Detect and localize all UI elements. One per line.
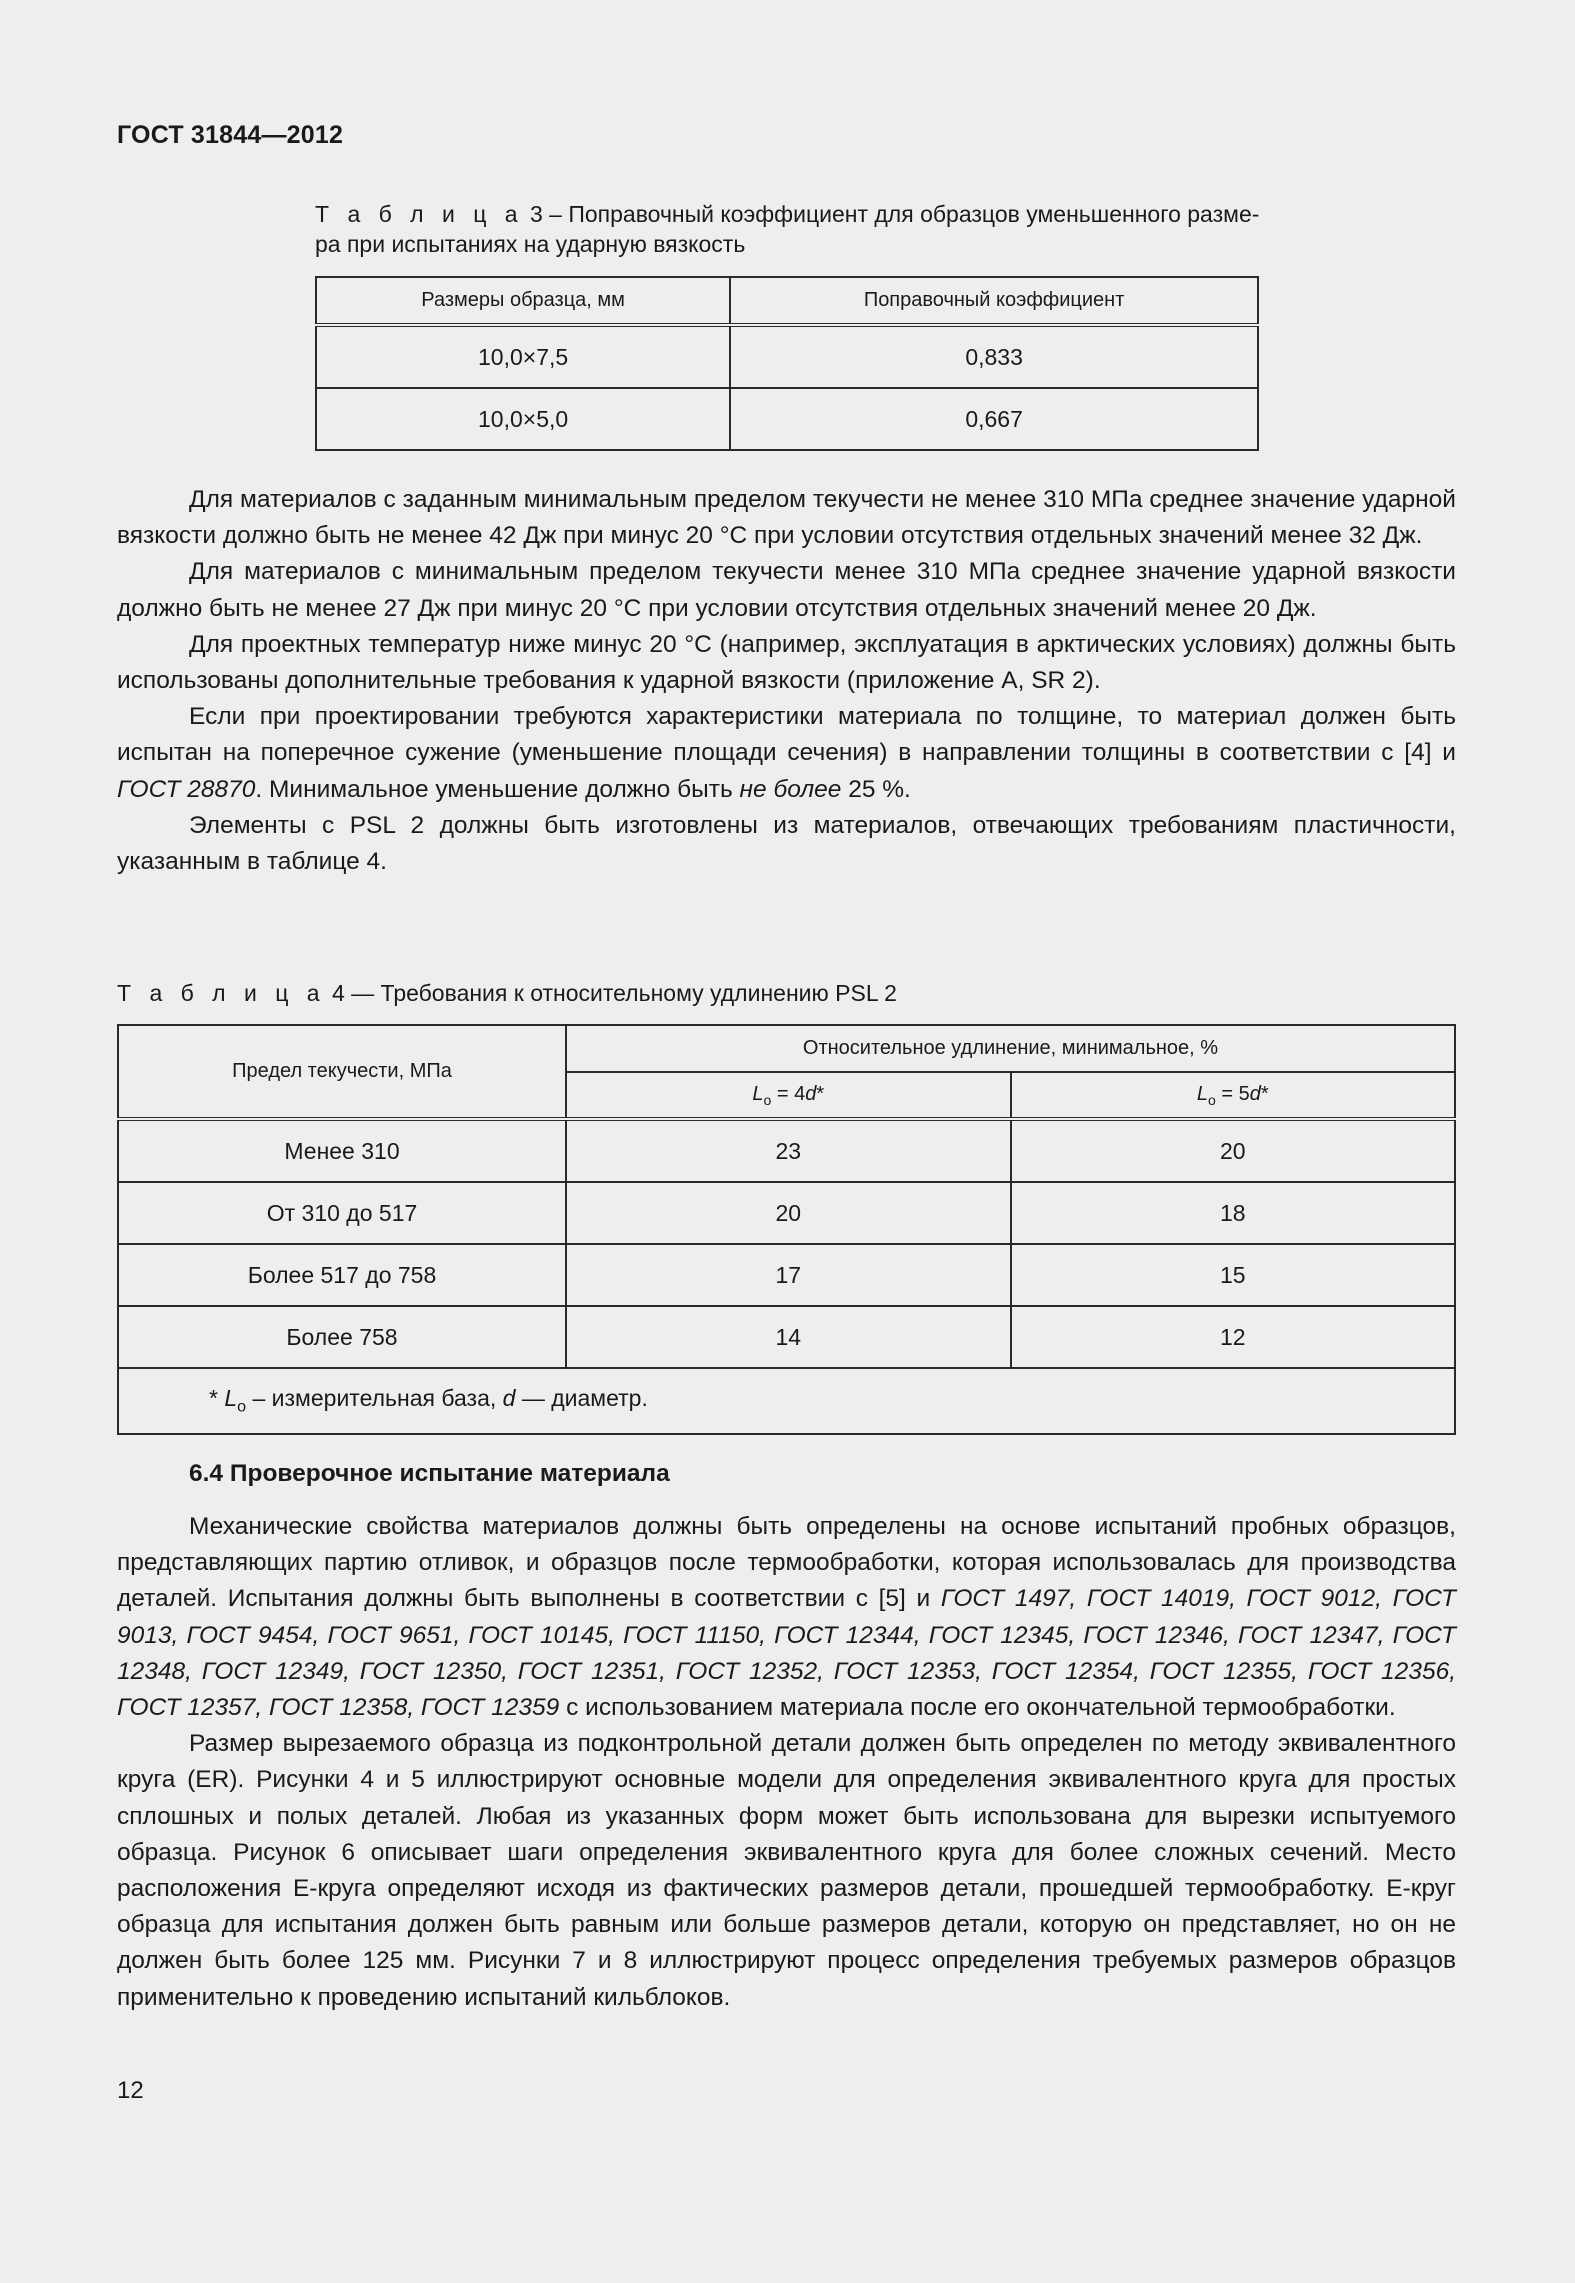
table3-col-header-coef: Поправочный коэффициент (730, 277, 1258, 325)
subscript: o (237, 1397, 247, 1416)
table3-cell: 0,667 (730, 388, 1258, 450)
table3 (315, 276, 1259, 451)
table4-caption-label: Т а б л и ц а (117, 980, 326, 1006)
table3-cell: 10,0×7,5 (316, 325, 730, 388)
table4-header-row-1 (118, 1025, 1455, 1072)
body-text-block-1 (117, 482, 1456, 880)
table4-cell: 15 (1011, 1244, 1456, 1306)
standard-references: ГОСТ 1497, ГОСТ 14019, ГОСТ 9012, ГОСТ 9013, ГОСТ 9454, ГОСТ 9651, ГОСТ 10145, ГОСТ 11150, ГОСТ 12344, ГОСТ 12345, ГОСТ 12346, ГОСТ 12347, ГОСТ 12348, ГОСТ 12349, ГОСТ 12350, ГОСТ 12351, ГОСТ 12352, ГОСТ 12353, ГОСТ 12354, ГОСТ 12355, ГОСТ 12356, ГОСТ 12357, ГОСТ 12358, ГОСТ 12359 (117, 1585, 1456, 1722)
symbol-L: L (1196, 1082, 1208, 1105)
table4-cell: Менее 310 (118, 1119, 566, 1182)
text-span: = 5 (1215, 1082, 1250, 1105)
table4-footnote (118, 1368, 1455, 1434)
text-span: – измерительная база, (246, 1385, 503, 1412)
footnote-mark: * (1260, 1082, 1269, 1105)
table3-header-row (316, 277, 1258, 325)
table3-caption-label: Т а б л и ц а (315, 201, 524, 227)
table4-col-header-yield: Предел текучести, МПа (118, 1025, 566, 1119)
symbol-d: d (502, 1385, 516, 1412)
table-row (118, 1244, 1455, 1306)
paragraph-thickness (117, 699, 1456, 808)
table4-cell: 20 (566, 1182, 1011, 1244)
footnote-mark: * (209, 1385, 225, 1412)
text-span: Если при проектировании требуются характеристики материала по толщине, то материал должен быть испытан на поперечное сужение (уменьшение площади сечения) в направлении толщины в соответствии с [4] и (117, 703, 1456, 767)
table3-cell: 10,0×5,0 (316, 388, 730, 450)
table4-cell: 17 (566, 1244, 1011, 1306)
paragraph-mechanical (117, 1509, 1456, 1726)
table4-subheader-4d (566, 1072, 1011, 1119)
table4-cell: 12 (1011, 1306, 1456, 1368)
paragraph: Элементы с PSL 2 должны быть изготовлены из материалов, отвечающих требованиям пластичности, указанным в таблице 4. (117, 811, 1456, 876)
emphasis: не более (739, 775, 842, 803)
section-heading: 6.4 Проверочное испытание материала (189, 1460, 670, 1487)
text-span: Механические свойства материалов должны быть определены на основе испытаний пробных образцов, представляющих партию отливок, и образцов после термообработки, которая использовалась для производства деталей. Испытания должны быть выполнены в соответствии с [5] и (117, 1513, 1456, 1613)
text-span: . Минимальное уменьшение должно быть (255, 775, 740, 803)
paragraph: Для материалов с минимальным пределом текучести менее 310 МПа среднее значение ударной вязкости должно быть не менее 27 Дж при минус 20 °С при условии отсутствия отдельных значений менее 20 Дж. (117, 558, 1456, 622)
body-text-block-2 (117, 1509, 1456, 2016)
text-span: = 4 (771, 1082, 806, 1105)
symbol-L: L (752, 1082, 764, 1105)
text-span: — диаметр. (515, 1385, 648, 1412)
table3-caption-text: 3 – Поправочный коэффициент для образцов уменьшенного разме-ра при испытаниях на ударную вязкость (315, 201, 1260, 257)
paragraph-equivalent-round: Размер вырезаемого образца из подконтрольной детали должен быть определен по методу эквивалентного круга (ER). Рисунки 4 и 5 иллюстрируют основные модели для определения эквивалентного круга для простых сплошных и полых деталей. Любая из указанных форм может быть использована для вырезки испытуемого образца. Рисунок 6 описывает шаги определения эквивалентного круга для более сложных сечений. Место расположения Е-круга определяют исходя из фактических размеров детали, прошедшей термообработку. Е-круг образца для испытания должен быть равным или больше размеров детали, которую он представляет, но он не должен быть более 125 мм. Рисунки 7 и 8 иллюстрируют процесс определения требуемых размеров образцов применительно к проведению испытаний кильблоков. (117, 1730, 1456, 2011)
table4 (117, 1024, 1456, 1435)
footnote-mark: * (816, 1082, 825, 1105)
paragraph: Для материалов с заданным минимальным пределом текучести не менее 310 МПа среднее значение ударной вязкости должно быть не менее 42 Дж при минус 20 °С при условии отсутствия отдельных значений менее 32 Дж. (117, 486, 1456, 550)
text-span: 25 %. (841, 775, 911, 803)
table4-group-header: Относительное удлинение, минимальное, % (566, 1025, 1455, 1072)
table4-cell: Более 517 до 758 (118, 1244, 566, 1306)
table-row (118, 1119, 1455, 1182)
standard-reference: ГОСТ 28870 (117, 775, 256, 803)
symbol-d: d (1249, 1082, 1261, 1105)
table-row (118, 1182, 1455, 1244)
paragraph: Для проектных температур ниже минус 20 °С (например, эксплуатация в арктических условиях) должны быть использованы дополнительные требования к ударной вязкости (приложение А, SR 2). (117, 630, 1456, 695)
table-row (316, 325, 1258, 388)
table3-cell: 0,833 (730, 325, 1258, 388)
table-row (316, 388, 1258, 450)
text-span: с использованием материала после его окончательной термообработки. (559, 1694, 1396, 1722)
table3-col-header-size: Размеры образца, мм (316, 277, 730, 325)
table4-cell: 18 (1011, 1182, 1456, 1244)
table4-footnote-row (118, 1368, 1455, 1434)
table4-caption-text: 4 — Требования к относительному удлинению PSL 2 (325, 980, 897, 1006)
table4-cell: 14 (566, 1306, 1011, 1368)
table4-cell: От 310 до 517 (118, 1182, 566, 1244)
table4-cell: 23 (566, 1119, 1011, 1182)
subscript: o (1207, 1091, 1216, 1108)
symbol-L: L (224, 1385, 238, 1412)
table4-cell: Более 758 (118, 1306, 566, 1368)
table4-cell: 20 (1011, 1119, 1456, 1182)
table-row (118, 1306, 1455, 1368)
symbol-d: d (805, 1082, 817, 1105)
document-header: ГОСТ 31844—2012 (117, 121, 344, 149)
subscript: o (763, 1091, 772, 1108)
table3-caption (315, 199, 1260, 259)
table4-subheader-5d (1011, 1072, 1456, 1119)
page-number: 12 (117, 2077, 144, 2104)
table4-caption (117, 980, 897, 1007)
